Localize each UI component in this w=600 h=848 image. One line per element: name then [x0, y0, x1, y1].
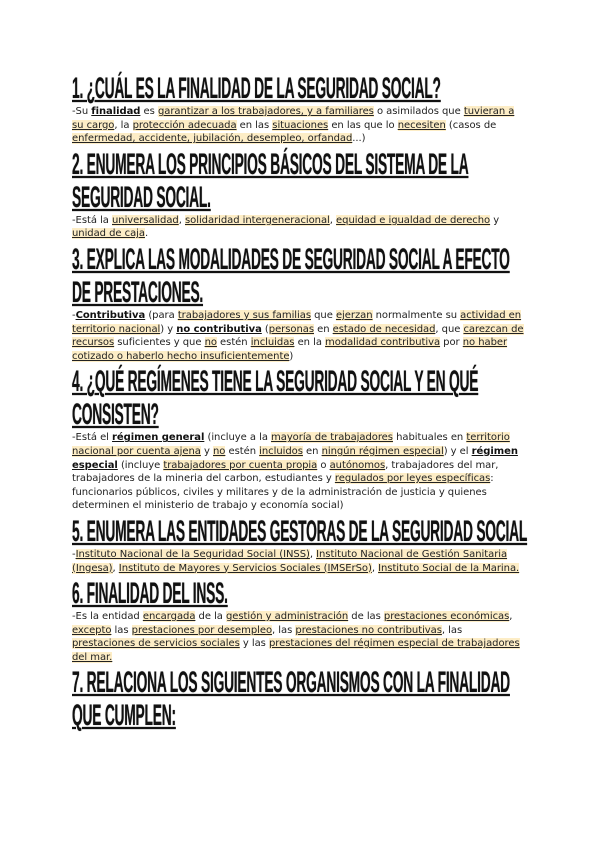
- answer-paragraph: [72, 214, 528, 241]
- highlighted-text: personas: [268, 323, 314, 335]
- question-heading: 6. FINALIDAD DEL INSS.: [72, 577, 228, 611]
- answer-text: de la: [195, 611, 226, 623]
- bold-term: régimen especial: [72, 445, 518, 471]
- answer-paragraph: [72, 105, 528, 146]
- answer-text: ) y: [160, 323, 177, 335]
- highlighted-text: tuvieran a su cargo: [72, 106, 515, 131]
- answer-paragraph: [72, 610, 528, 664]
- highlighted-text: situaciones: [272, 119, 329, 131]
- highlighted-text: carezcan de recursos: [72, 323, 524, 349]
- highlighted-text: Instituto Nacional de Gestión Sanitaria (Ingesa): [72, 548, 508, 574]
- highlighted-text: gestión y administración: [226, 611, 349, 623]
- document-page: [72, 72, 528, 732]
- answer-text: en: [314, 323, 333, 335]
- highlighted-text: enfermedad, accidente, jubilación, desempleo, orfandad: [72, 133, 353, 145]
- answer-text: las: [111, 624, 132, 636]
- highlighted-text: ejerzan: [335, 309, 373, 321]
- highlighted-text: incluidas: [250, 337, 295, 349]
- answer-text: o: [317, 459, 330, 471]
- question-section: [72, 365, 528, 513]
- answer-text: (para: [145, 309, 178, 321]
- highlighted-text: trabajadores y sus familias: [177, 309, 311, 321]
- question-heading: 1. ¿CUÁL ES LA FINALIDAD DE LA SEGURIDAD SOCIAL?: [72, 72, 441, 105]
- bold-term: Contributiva: [75, 309, 146, 321]
- answer-text: o asimilados que: [373, 106, 464, 117]
- answer-text: normalmente su: [372, 309, 461, 321]
- bold-term: finalidad: [91, 106, 141, 117]
- answer-text: , las: [441, 624, 463, 636]
- answer-text: ,: [178, 214, 185, 226]
- highlighted-text: prestaciones económicas: [383, 611, 510, 623]
- answer-text: -Su: [72, 106, 92, 117]
- question-heading: 3. EXPLICA LAS MODALIDADES DE SEGURIDAD SOCIAL A EFECTO DE PRESTACIONES.: [72, 242, 510, 309]
- highlighted-text: ningún régimen especial: [321, 445, 444, 457]
- answer-text: en las: [236, 119, 273, 131]
- highlighted-text: Instituto Social de la Marina.: [378, 562, 520, 574]
- answer-text: ,: [509, 611, 513, 623]
- answer-text: ): [289, 350, 294, 362]
- answer-text: ,: [371, 562, 379, 574]
- highlighted-text: incluidos: [259, 445, 303, 457]
- answer-text: (incluye: [117, 459, 164, 471]
- question-section: [72, 148, 528, 241]
- answer-text: que: [311, 309, 336, 321]
- highlighted-text: estado de necesidad: [332, 323, 436, 335]
- answer-text: es: [140, 106, 158, 117]
- highlighted-text: actividad en territorio nacional: [72, 309, 522, 335]
- answer-text: y: [490, 214, 500, 226]
- question-section: [72, 515, 528, 575]
- highlighted-text: trabajadores por cuenta propia: [163, 459, 318, 471]
- highlighted-text: encargada: [142, 611, 196, 623]
- bold-term: régimen general: [112, 432, 205, 444]
- question-heading: 7. RELACIONA LOS SIGUIENTES ORGANISMOS CON LA FINALIDAD QUE CUMPLEN:: [72, 666, 510, 733]
- answer-text: ) y el: [443, 445, 472, 457]
- question-section: [72, 577, 528, 664]
- question-section: [72, 666, 528, 732]
- question-heading: 2. ENUMERA LOS PRINCIPIOS BÁSICOS DEL SISTEMA DE LA SEGURIDAD SOCIAL.: [72, 147, 469, 214]
- answer-text: ,: [112, 562, 119, 574]
- highlighted-text: prestaciones de servicios sociales: [72, 638, 240, 650]
- question-heading: 4. ¿QUÉ REGÍMENES TIENE LA SEGURIDAD SOCIAL Y EN QUÉ CONSISTEN?: [72, 365, 479, 432]
- highlighted-text: autónomos: [329, 459, 386, 471]
- highlighted-text: modalidad contributiva: [325, 337, 441, 349]
- question-section: [72, 72, 528, 146]
- answer-text: -: [72, 548, 76, 560]
- answer-text: (: [261, 323, 269, 335]
- answer-text: estén: [225, 445, 260, 457]
- highlighted-text: protección adecuada: [132, 119, 237, 131]
- answer-text: : funcionarios públicos, civiles y militares y de la administración de justicia y quienes determinen el ministerio de trabajo y economía social): [72, 473, 494, 512]
- answer-text: ...): [352, 133, 366, 145]
- highlighted-text: no: [204, 337, 217, 349]
- answer-text: ,: [309, 548, 317, 560]
- answer-text: -Está el: [72, 432, 113, 444]
- highlighted-text: no: [213, 445, 226, 457]
- highlighted-text: territorio nacional por cuenta ajena: [72, 432, 510, 457]
- answer-text: ,: [329, 214, 337, 226]
- answer-text: , trabajadores del mar, trabajadores de la mineria del carbon, estudiantes y: [72, 459, 499, 485]
- answer-text: estén: [216, 337, 251, 349]
- highlighted-text: mayoría de trabajadores: [271, 432, 393, 444]
- highlighted-text: universalidad: [112, 214, 179, 226]
- highlighted-text: equidad e igualdad de derecho: [336, 214, 491, 226]
- answer-text: habituales en: [392, 432, 467, 444]
- highlighted-text: prestaciones del régimen especial de trabajadores del mar.: [72, 638, 520, 663]
- answer-text: y: [200, 445, 214, 457]
- answer-text: (casos de: [445, 119, 497, 131]
- answer-paragraph: [72, 309, 528, 363]
- answer-text: -Está la: [72, 214, 112, 226]
- answer-text: de las: [348, 611, 384, 623]
- answer-text: , la: [114, 119, 133, 131]
- highlighted-text: no haber cotizado o haberlo hecho insuficientemente: [72, 337, 508, 362]
- highlighted-text: regulados por leyes específicas: [334, 473, 491, 485]
- answer-text: , que: [435, 323, 464, 335]
- answer-text: suficientes y que: [114, 337, 205, 349]
- question-heading: 5. ENUMERA LAS ENTIDADES GESTORAS DE LA SEGURIDAD SOCIAL: [72, 514, 528, 548]
- highlighted-text: solidaridad intergeneracional: [184, 214, 330, 226]
- answer-paragraph: [72, 548, 528, 575]
- highlighted-text: unidad de caja: [72, 228, 145, 240]
- highlighted-text: excepto: [72, 624, 112, 636]
- highlighted-text: prestaciones no contributivas: [295, 624, 442, 636]
- answer-text: en las que lo: [328, 119, 398, 131]
- question-section: [72, 243, 528, 363]
- answer-text: (incluye a la: [204, 432, 272, 444]
- answer-text: y las: [239, 638, 269, 650]
- answer-text: .: [144, 228, 149, 240]
- answer-text: por: [440, 337, 463, 349]
- answer-text: en: [302, 445, 322, 457]
- highlighted-text: necesiten: [397, 119, 446, 131]
- highlighted-text: Instituto Nacional de la Seguridad Social (INSS): [75, 548, 310, 560]
- highlighted-text: Instituto de Mayores y Servicios Sociales (IMSErSo): [118, 562, 372, 574]
- bold-term: no contributiva: [176, 323, 262, 335]
- answer-text: en la: [294, 337, 326, 349]
- answer-paragraph: [72, 431, 528, 513]
- answer-text: , las: [272, 624, 296, 636]
- highlighted-text: garantizar a los trabajadores, y a familiares: [157, 106, 374, 117]
- highlighted-text: prestaciones por desempleo: [131, 624, 273, 636]
- answer-text: -Es la entidad: [72, 611, 143, 623]
- answer-text: -: [72, 309, 76, 321]
